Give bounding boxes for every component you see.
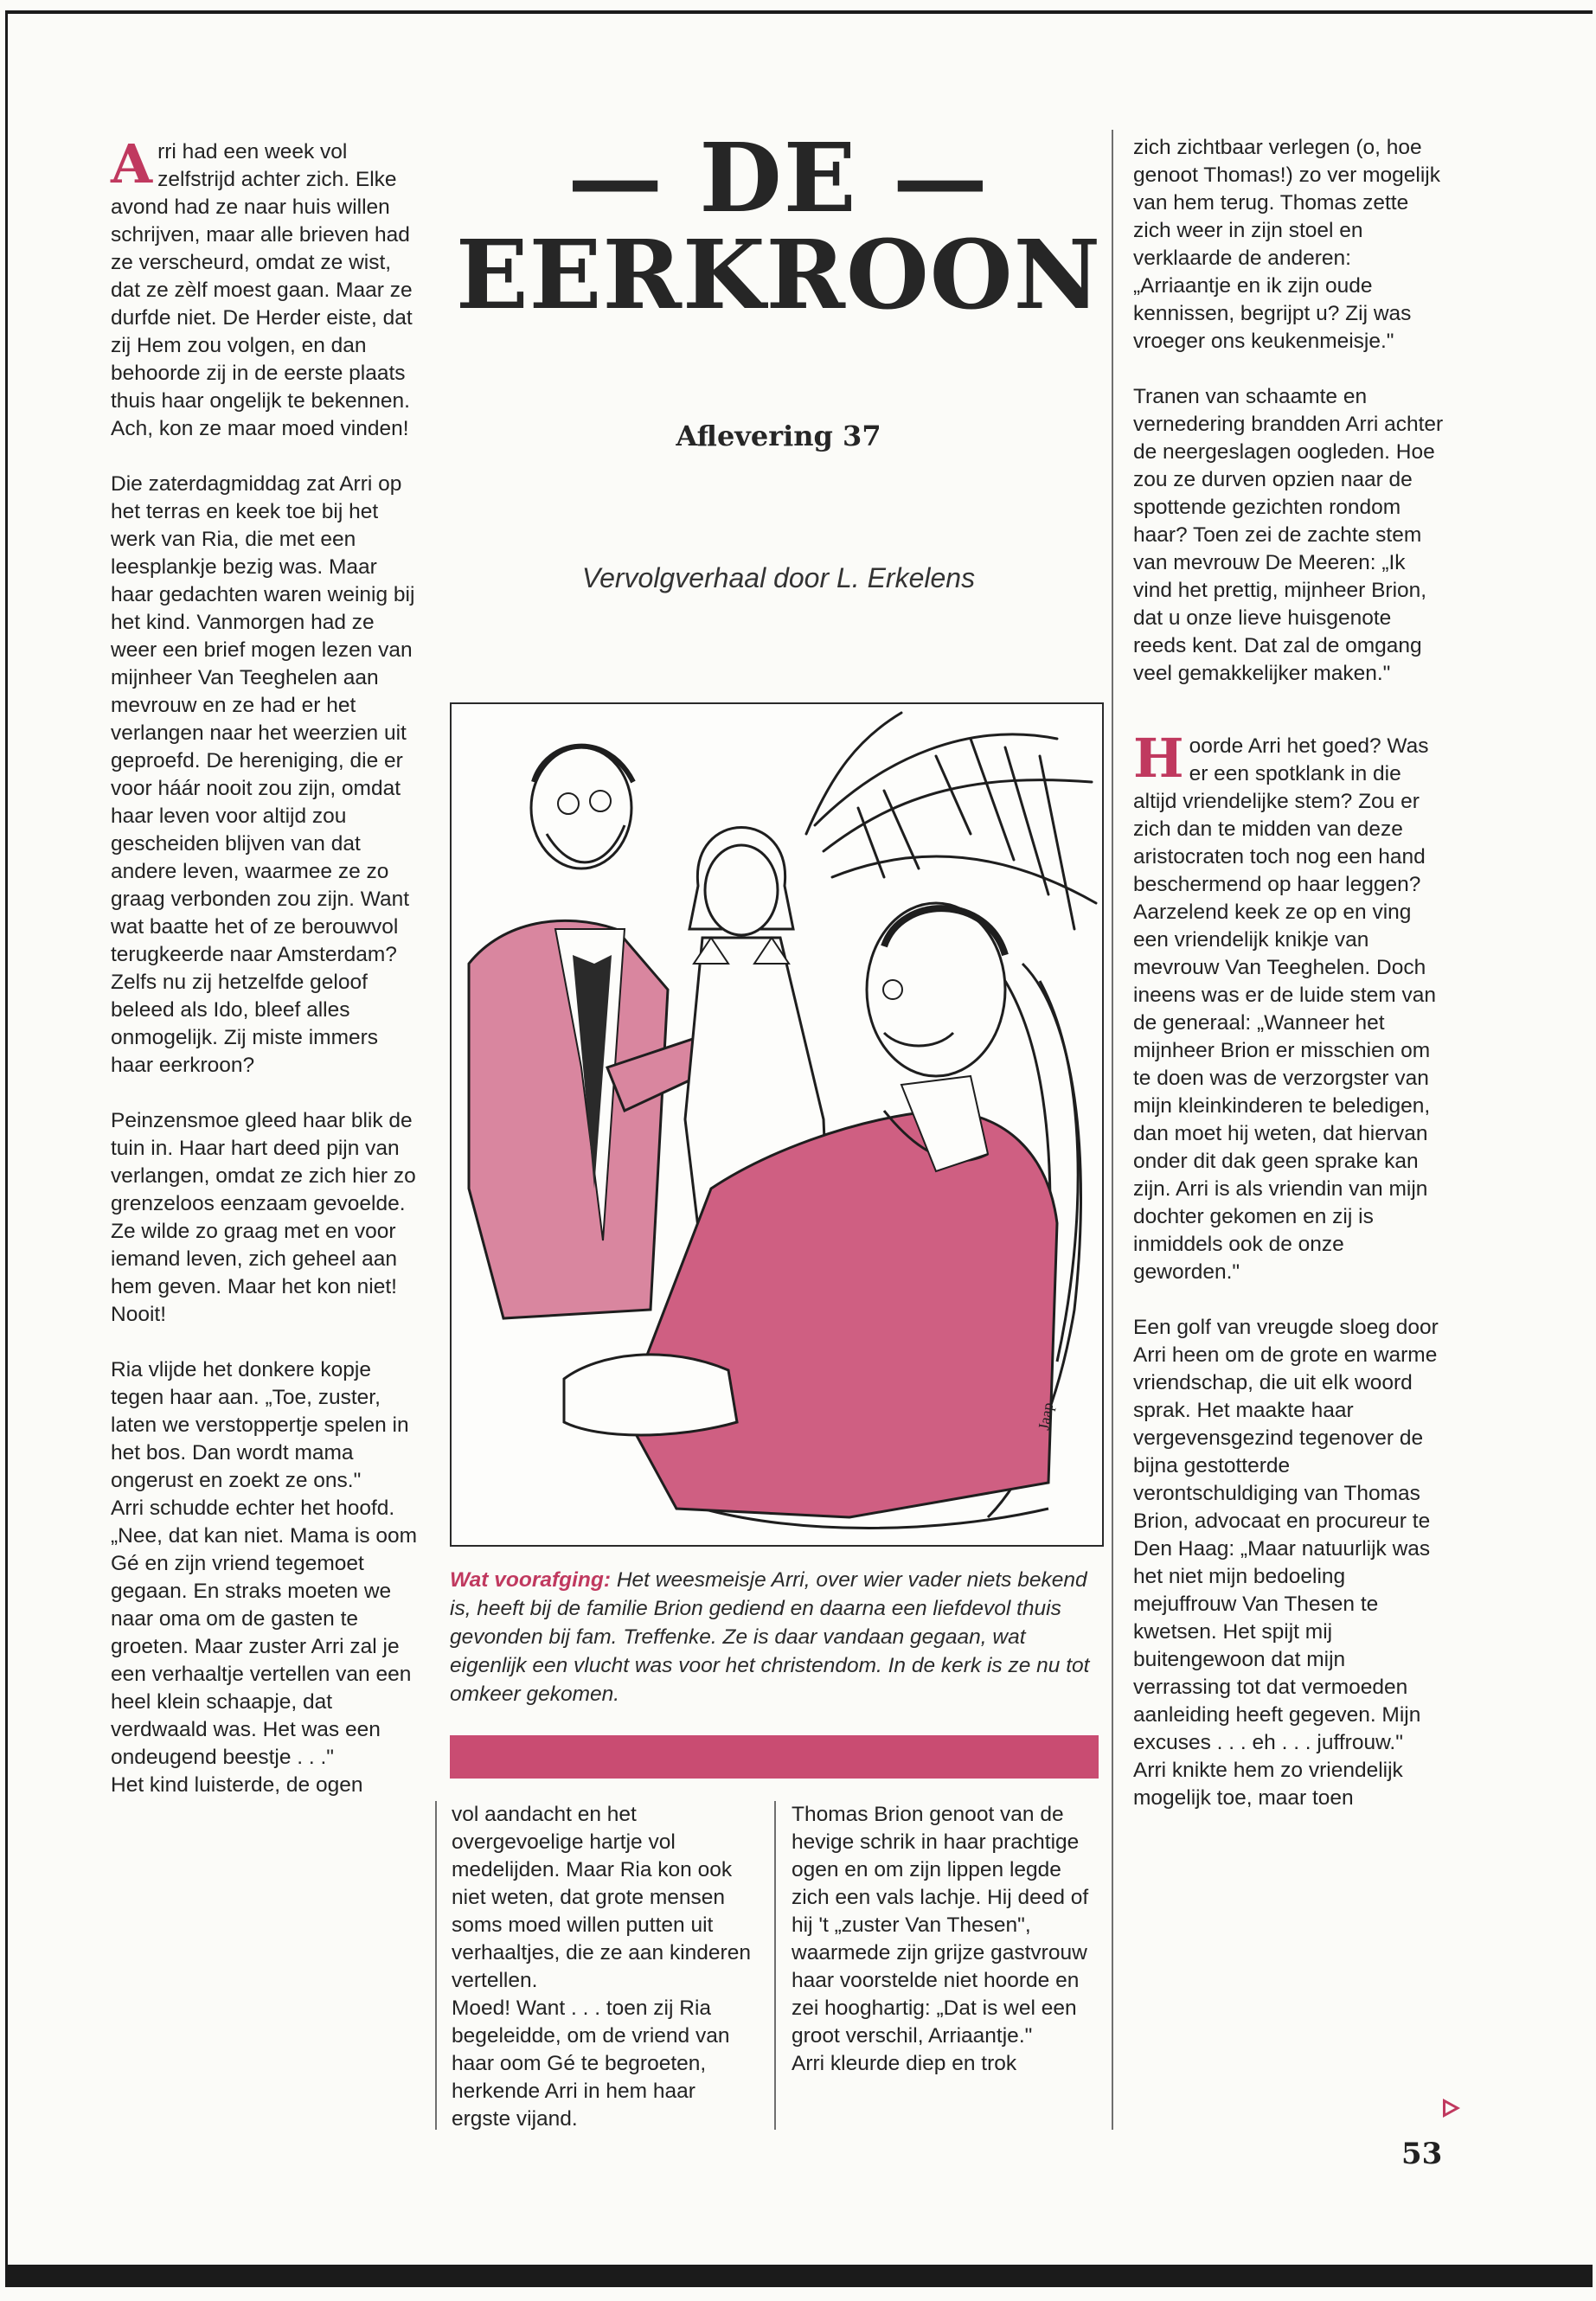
seated-man-coat-shape: [625, 1111, 1057, 1517]
text-column-1: [111, 132, 424, 1799]
column-divider: [774, 1801, 776, 2130]
title-line-2: EERKROON: [455, 219, 1102, 330]
illustrator-signature: Jaap: [1035, 1400, 1057, 1432]
paragraph: Het kind luisterde, de ogen: [111, 1773, 363, 1797]
paragraph: Arri kleurde diep en trok: [792, 2052, 1017, 2075]
text-column-3: [792, 1801, 1090, 2078]
column-divider: [1112, 130, 1113, 2130]
paragraph: Peinzensmoe gleed haar blik de tuin in. Haar hart deed pijn van verlangen, omdat ze zich hier zo grenzeloos eenzaam gevoelde. Ze wilde zo graag met en voor iemand leven, zich geheel aan hem geven. Maar het kon niet! Nooit!: [111, 1109, 416, 1326]
paragraph: Die zaterdagmiddag zat Arri op het terras en keek toe bij het werk van Ria, die met een leesplankje bezig was. Maar haar gedachten waren weinig bij het kind. Vanmorgen had ze weer een brief mogen lezen van mijnheer Van Teeghelen aan mevrouw en ze had er het verlangen naar het weerzien uit geproefd. De hereniging, die er voor háár nooit zou zijn, omdat haar leven voor altijd zou gescheiden blijven van dat andere leven, waarmee ze zo graag verbonden zou zijn. Want wat baatte het of ze berouwvol terugkeerde naar Amsterdam? Zelfs nu zij hetzelfde geloof beleed als Ido, bleef alles onmogelijk. Zij miste immers haar eerkroon?: [111, 472, 415, 1077]
paragraph: Arri schudde echter het hoofd. „Nee, dat kan niet. Mama is oom Gé en zijn vriend tegemoet gegaan. En straks moeten we naar oma om de gasten te groeten. Maar zuster Arri zal je een verhaaltje vertellen van een heel klein schaapje, dat verdwaald was. Het was een ondeugend beestje . . .": [111, 1497, 418, 1769]
page-number: 53: [1401, 2137, 1443, 2171]
paragraph: Arri knikte hem zo vriendelijk mogelijk toe, maar toen: [1133, 1759, 1403, 1810]
recap-text: Het weesmeisje Arri, over wier vader niets bekend is, heeft bij de familie Brion gediend en daarna een liefdevol thuis gevonden bij fam. Treffenke. Ze is daar vandaan gegaan, wat eigenlijk een vlucht was voor het christendom. In de kerk is ze nu tot omkeer gekomen.: [450, 1568, 1090, 1706]
paragraph: Een golf van vreugde sloeg door Arri heen om de grote en warme vriendschap, die uit elk woord sprak. Het maakte haar vergevensgezind tegenover de bijna gestotterde verontschuldiging van Thomas Brion, advocaat en procureur te Den Haag: „Maar natuurlijk was het niet mijn bedoeling mejuffrouw Van Thesen te kwetsen. Het spijt mij buitengewoon dat mijn verrassing tot dat vermoeden aanleiding heeft gegeven. Mijn excuses . . . eh . . . juffrouw.": [1133, 1316, 1439, 1754]
left-border-line: [5, 10, 8, 2268]
bottom-border-band: [5, 2265, 1593, 2287]
text-column-2: [452, 1801, 756, 2133]
paragraph: vol aandacht en het overgevoelige hartje vol medelijden. Maar Ria kon ook niet weten, dat grote mensen soms moed willen putten uit verhaaltjes, die ze aan kinderen vertellen.: [452, 1803, 751, 1992]
text-column-4: [1133, 134, 1446, 1812]
title-line-1: — DE —: [567, 122, 990, 234]
man-head-shape: [531, 747, 631, 868]
episode-label: Aflevering 37: [676, 420, 881, 452]
drop-cap: A: [111, 132, 153, 195]
top-border-line: [5, 10, 1593, 14]
pink-divider-bar: [450, 1735, 1099, 1779]
paragraph: oorde Arri het goed? Was er een spotklank in die altijd vriendelijke stem? Zou er zich dan te midden van deze aristocraten toch nog een hand beschermend op haar leggen? Aarzelend keek ze op en ving een vriendelijk knikje van mevrouw Van Teeghelen. Doch ineens was er de luide stem van de generaal: „Wanneer het mijnheer Brion er misschien om te doen was de verzorgster van mijn kleinkinderen te beledigen, dan moet hij weten, dat hiervan onder dit dak geen sprake kan zijn. Arri is als vriendin van mijn dochter gekomen en zij is inmiddels ook de onze geworden.": [1133, 734, 1436, 1284]
paragraph: zich zichtbaar verlegen (o, hoe genoot Thomas!) zo ver mogelijk van hem terug. Thomas zette zich weer in zijn stoel en verklaarde de anderen: „Arriaantje en ik zijn oude kennissen, begrijpt u? Zij was vroeger ons keukenmeisje.": [1133, 136, 1440, 353]
paragraph: Tranen van schaamte en vernedering brandden Arri achter de neergeslagen oogleden. Hoe zou ze durven opzien naar de spottende gezichten rondom haar? Toen zei de zachte stem van mevrouw De Meeren: „Ik vind het prettig, mijnheer Brion, dat u onze lieve huisgenote reeds kent. Dat zal de omgang veel gemakkelijker maken.": [1133, 385, 1444, 685]
paragraph: Thomas Brion genoot van de hevige schrik in haar prachtige ogen en om zijn lippen legde zich een vals lachje. Hij deed of hij 't „zuster Van Thesen", waarmede zijn grijze gastvrouw haar voorstelde niet hoorde en zei hooghartig: „Dat is wel een groot verschil, Arriaantje.": [792, 1803, 1089, 2048]
continue-arrow-icon: [1443, 2099, 1460, 2118]
story-illustration: [450, 702, 1104, 1547]
seated-man-head-shape: [867, 903, 1005, 1076]
illustration-drawing: [452, 704, 1102, 1545]
recap-box: [450, 1566, 1107, 1708]
drop-cap: H: [1133, 727, 1184, 790]
paragraph: Ria vlijde het donkere kopje tegen haar aan. „Toe, zuster, laten we verstoppertje spelen in het bos. Dan wordt mama ongerust en zoekt ze ons.": [111, 1358, 409, 1492]
column-divider: [435, 1801, 437, 2130]
article-title: [450, 122, 1107, 330]
paragraph: Moed! Want . . . toen zij Ria begeleidde, om de vriend van haar oom Gé te begroeten, herkende Arri in hem haar ergste vijand.: [452, 1997, 730, 2131]
recap-label: Wat voorafging:: [450, 1568, 612, 1592]
paragraph: rri had een week vol zelfstrijd achter zich. Elke avond had ze naar huis willen schrijven, maar alle brieven had ze verscheurd, omdat ze wist, dat ze zèlf moest gaan. Maar ze durfde niet. De Herder eiste, dat zij Hem zou volgen, en dan behoorde zij in de eerste plaats thuis haar ongelijk te bekennen. Ach, kon ze maar moed vinden!: [111, 140, 413, 440]
byline: Vervolgverhaal door L. Erkelens: [581, 562, 976, 593]
